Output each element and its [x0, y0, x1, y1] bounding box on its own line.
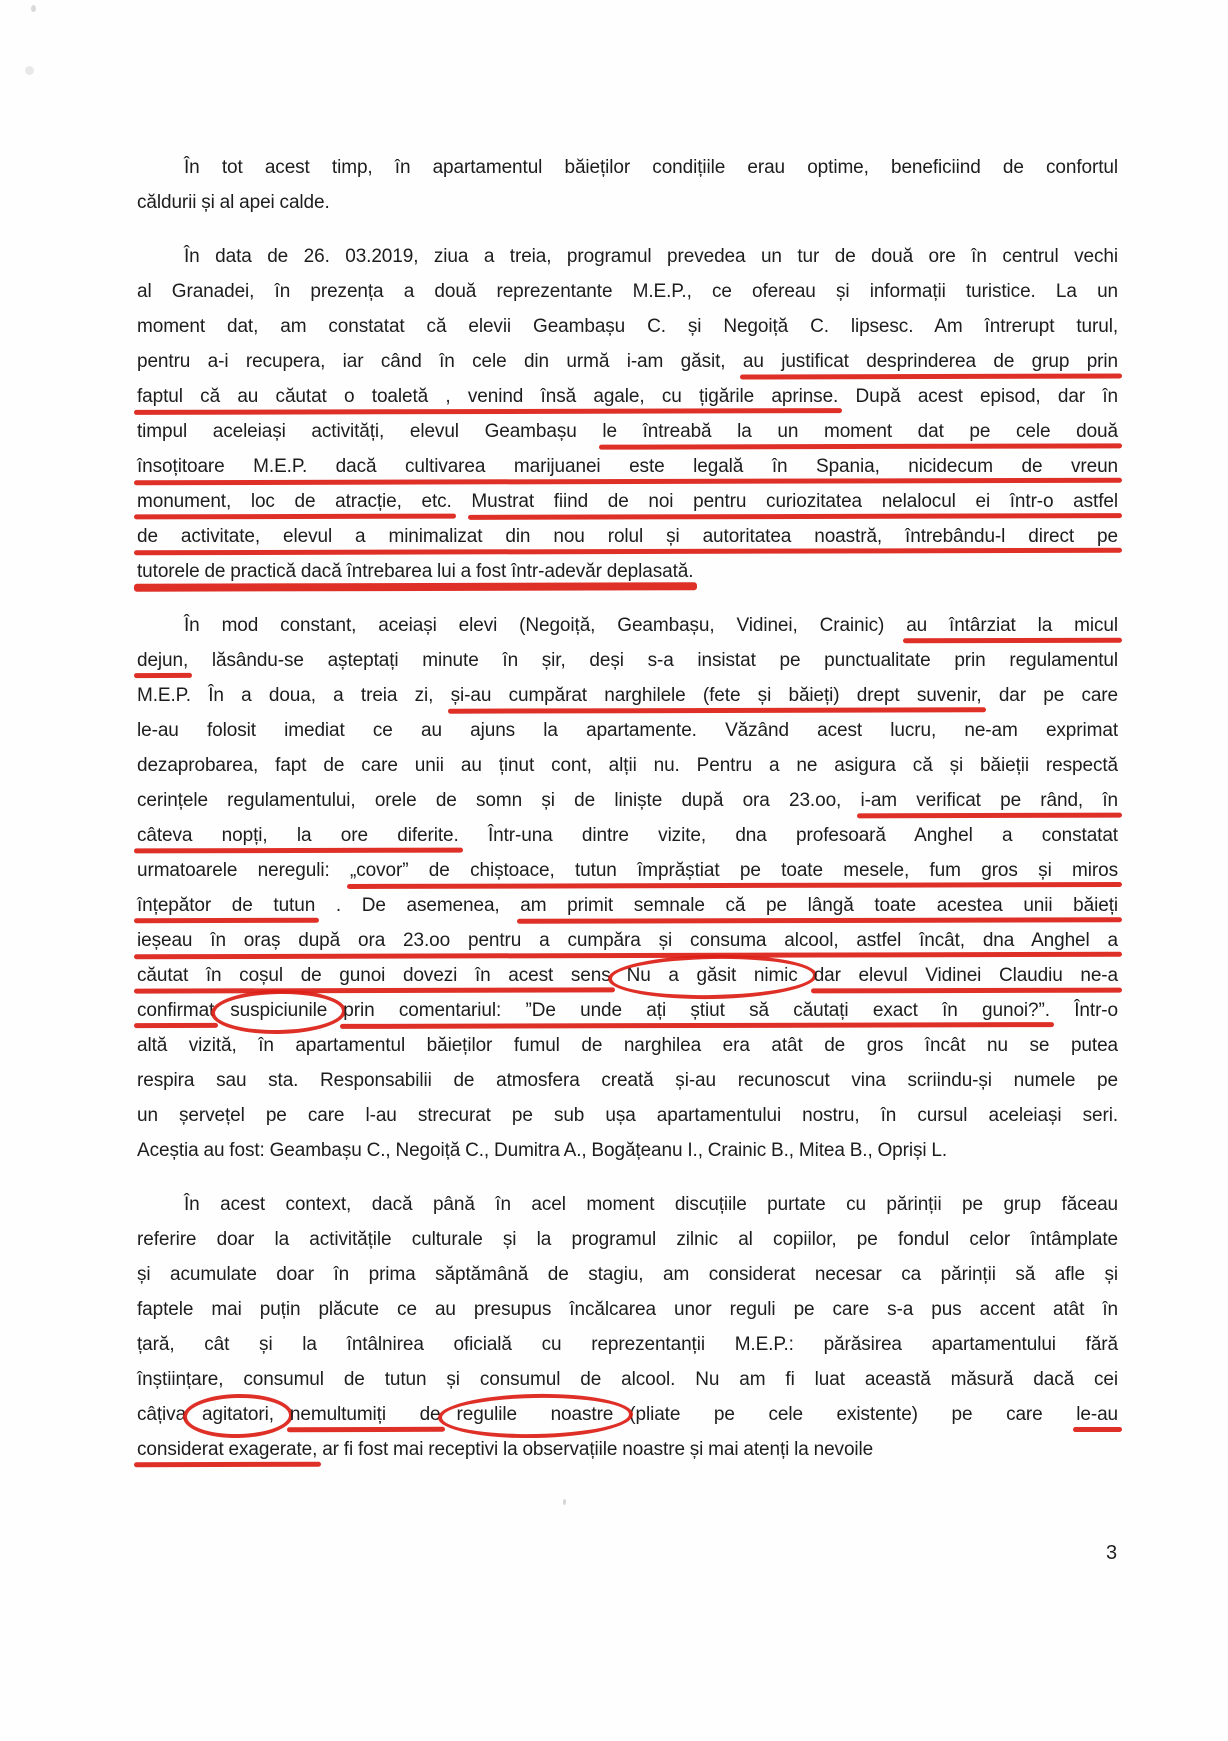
text-line	[137, 1327, 1118, 1362]
paragraph	[137, 150, 1118, 220]
text-line	[137, 554, 1118, 589]
text-line	[137, 783, 1118, 818]
text-segment: M.E.P. În a doua, a treia zi,	[137, 685, 451, 706]
red-underline-annotation: le întreabă la un moment dat pe cele două	[602, 421, 1118, 442]
red-underline-annotation: le-au	[1076, 1404, 1118, 1425]
red-underline-annotation: dejun,	[137, 650, 189, 671]
scan-artifact	[25, 66, 34, 75]
text-segment: al Granadei, în prezența a două reprezentante M.E.P., ce ofereau și informații turistice. La un	[137, 281, 1118, 302]
text-line	[137, 993, 1118, 1028]
text-segment: Aceștia au fost: Geambașu C., Negoiță C., Dumitra A., Bogățeanu I., Crainic B., Mitea B., Opriși L.	[137, 1140, 948, 1161]
text-line	[137, 150, 1118, 185]
text-line	[137, 958, 1118, 993]
text-segment: În acest context, dacă până în acel moment discuțiile purtate cu părinții pe grup făceau	[184, 1194, 1118, 1215]
red-circle-annotation: agitatori,	[196, 1404, 280, 1425]
red-underline-annotation: i-am verificat pe rând, în	[860, 790, 1118, 811]
paragraph	[137, 239, 1118, 589]
text-segment: dar pe care	[981, 685, 1119, 706]
text-line	[137, 1133, 1118, 1168]
red-underline-annotation: confirmat	[137, 1000, 215, 1021]
text-line	[137, 1397, 1118, 1432]
text-segment: cerințele regulamentului, orele de somn și de liniște după ora 23.oo,	[137, 790, 861, 811]
text-line	[137, 274, 1118, 309]
document-text	[137, 150, 1118, 1486]
text-segment: Într-una dintre vizite, dna profesoară Anghel a constatat	[458, 825, 1118, 846]
text-line	[137, 484, 1118, 519]
page-number: 3	[1106, 1542, 1118, 1564]
text-line	[137, 379, 1118, 414]
text-segment: lăsându-se așteptați minute în șir, deși s-a insistat pe punctualitate prin regulamentul	[188, 650, 1118, 671]
red-underline-annotation: „covor” de chiștoace, tutun împrăștiat pe toate mesele, fum gros și miros	[350, 860, 1118, 881]
text-segment: În tot acest timp, în apartamentul băieților condițiile erau optime, beneficiind de confortul	[184, 157, 1118, 178]
text-line	[137, 818, 1118, 853]
text-line	[137, 185, 1118, 220]
red-underline-annotation: monument, loc de atracție, etc.	[137, 491, 452, 512]
red-underline-annotation: căutat în coșul de gunoi dovezi în acest sens	[137, 965, 611, 986]
text-line	[137, 1257, 1118, 1292]
red-underline-annotation: înțepător de tutun	[137, 895, 316, 916]
text-line	[137, 608, 1118, 643]
text-line	[137, 888, 1118, 923]
text-segment: altă vizită, în apartamentul băieților fumul de narghilea era atât de gros încât nu se putea	[137, 1035, 1118, 1056]
red-underline-annotation: câteva nopți, la ore diferite.	[137, 825, 459, 846]
text-line	[137, 1432, 1118, 1467]
text-line	[137, 309, 1118, 344]
red-circle-annotation: Nu a găsit nimic	[621, 965, 804, 986]
text-segment: Într-o	[1049, 1000, 1118, 1021]
text-segment: . De asemenea,	[315, 895, 521, 916]
text-segment: dezaprobarea, fapt de care unii au ținut cont, alții nu. Pentru a ne asigura că și băieții respectă	[137, 755, 1118, 776]
red-underline-annotation: faptul că au căutat o toaletă , venind însă agale, cu țigările aprinse.	[137, 386, 839, 407]
text-segment: timpul aceleiași activități, elevul Geambașu	[137, 421, 603, 442]
red-underline-annotation: însoțitoare M.E.P. dacă cultivarea marijuanei este legală în Spania, nicidecum de vreun	[137, 456, 1118, 477]
scan-artifact	[563, 1499, 566, 1505]
red-underline-annotation: ieșeau în oraș după ora 23.oo pentru a cumpăra și consuma alcool, astfel încât, dna Anghel a	[137, 930, 1118, 951]
text-segment: faptele mai puțin plăcute ce au presupus încălcarea unor reguli pe care s-a pus accent atât în	[137, 1299, 1118, 1320]
text-line	[137, 519, 1118, 554]
paragraph	[137, 1187, 1118, 1467]
text-segment: După acest episod, dar în	[838, 386, 1119, 407]
text-line	[137, 748, 1118, 783]
text-segment: respira sau sta. Responsabilii de atmosfera creată și-au recunoscut vina scriindu-și numele pe	[137, 1070, 1118, 1091]
red-underline-annotation: considerat exagerate,	[137, 1439, 318, 1460]
text-line	[137, 1063, 1118, 1098]
text-line	[137, 643, 1118, 678]
text-segment: un șervețel pe care l-au strecurat pe sub ușa apartamentului nostru, în cursul aceleiași seri.	[137, 1105, 1118, 1126]
text-line	[137, 1098, 1118, 1133]
text-line	[137, 414, 1118, 449]
text-segment: le-au folosit imediat ce au ajuns la apartamente. Văzând acest lucru, ne-am exprimat	[137, 720, 1118, 741]
text-segment	[452, 491, 472, 512]
red-underline-annotation: de activitate, elevul a minimalizat din nou rolul și autoritatea noastră, întrebându-l direct pe	[137, 526, 1118, 547]
paragraph	[137, 608, 1118, 1168]
text-segment: În data de 26. 03.2019, ziua a treia, programul prevedea un tur de două ore în centrul vechi	[184, 246, 1118, 267]
text-segment: pentru a-i recupera, iar când în cele din urmă i-am găsit,	[137, 351, 743, 372]
text-line	[137, 923, 1118, 958]
red-underline-annotation: tutorele de practică dacă întrebarea lui a fost într-adevăr deplasată.	[137, 561, 694, 582]
red-circle-annotation: regulile noastre	[451, 1404, 620, 1425]
text-segment: înștiințare, consumul de tutun și consumul de alcool. Nu am fi luat această măsură dacă cei	[137, 1369, 1118, 1390]
red-underline-annotation: dar elevul Vidinei Claudiu ne-a	[813, 965, 1118, 986]
text-line	[137, 239, 1118, 274]
scan-artifact	[31, 5, 36, 12]
red-underline-annotation: au justificat desprinderea de grup prin	[742, 351, 1118, 372]
text-line	[137, 678, 1118, 713]
text-line	[137, 1292, 1118, 1327]
text-segment: moment dat, am constatat că elevii Geambașu C. și Negoiță C. lipsesc. Am întrerupt turul,	[137, 316, 1118, 337]
red-underline-annotation: nemultumiți de	[289, 1404, 441, 1425]
text-segment: În mod constant, aceiași elevi (Negoiță, Geambașu, Vidinei, Crainic)	[184, 615, 907, 636]
text-line	[137, 853, 1118, 888]
red-underline-annotation: și-au cumpărat narghilele (fete și băieți) drept suvenir,	[450, 685, 982, 706]
red-circle-annotation: suspiciunile	[224, 1000, 333, 1021]
text-line	[137, 344, 1118, 379]
text-line	[137, 1222, 1118, 1257]
text-line	[137, 1187, 1118, 1222]
red-underline-annotation: prin comentariul: ”De unde ați știut să căutați exact în gunoi?”.	[343, 1000, 1050, 1021]
text-segment: și acumulate doar în prima săptămână de stagiu, am considerat necesar ca părinții să afle și	[137, 1264, 1118, 1285]
red-underline-annotation: am primit semnale că pe lângă toate acestea unii băieți	[520, 895, 1118, 916]
text-segment: urmatoarele nereguli:	[137, 860, 350, 881]
text-segment: căldurii și al apei calde.	[137, 192, 330, 213]
text-segment: referire doar la activitățile culturale și la programul zilnic al copiilor, pe fondul celor întâmplate	[137, 1229, 1118, 1250]
text-segment: câțiva	[137, 1404, 187, 1425]
text-segment: țară, cât și la întâlnirea oficială cu reprezentanții M.E.P.: părăsirea apartamentului fără	[137, 1334, 1118, 1355]
red-underline-annotation: Mustrat fiind de noi pentru curiozitatea nelalocul ei într-o astfel	[471, 491, 1118, 512]
text-line	[137, 449, 1118, 484]
text-line	[137, 1362, 1118, 1397]
text-segment: ar fi fost mai receptivi la observațiile noastre și mai atenți la nevoile	[317, 1439, 874, 1460]
text-segment: (pliate pe cele existente) pe care	[629, 1404, 1077, 1425]
red-underline-annotation: au întârziat la micul	[906, 615, 1119, 636]
text-line	[137, 713, 1118, 748]
